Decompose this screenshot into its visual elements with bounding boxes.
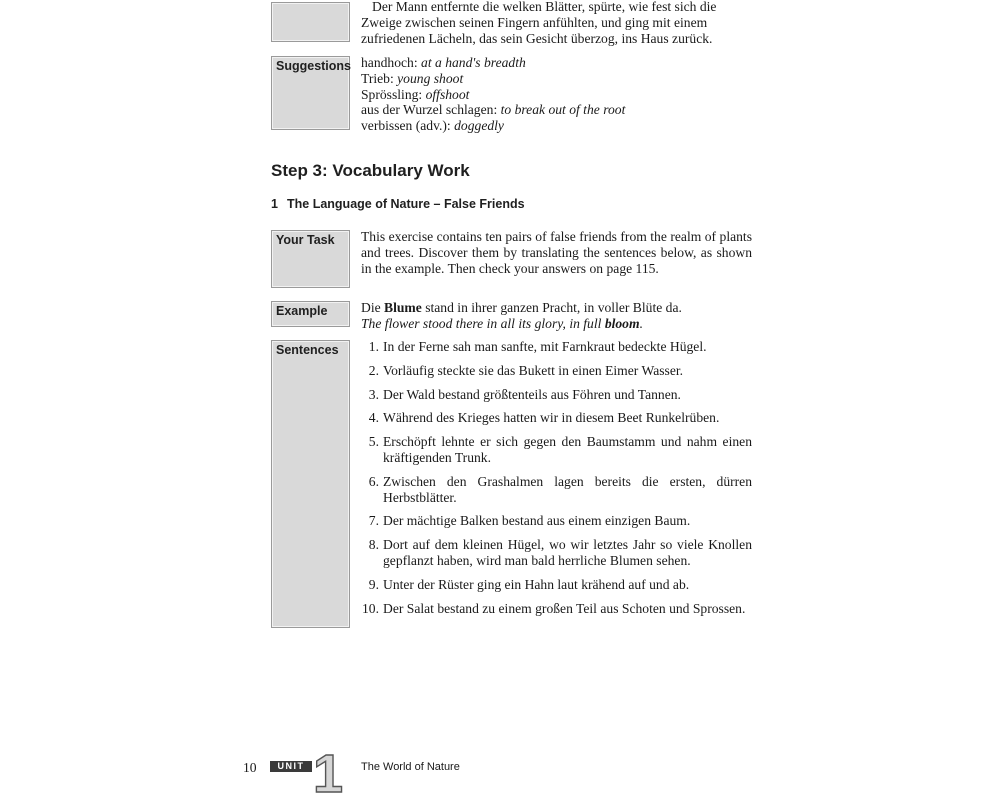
sentence-item: [361, 601, 752, 617]
intro-line: Der Mann entfernte die welken Blätter, spürte, wie fest sich die: [372, 0, 717, 14]
suggestion-item: [361, 87, 752, 103]
sentence-number: 5 .: [361, 434, 379, 450]
sentence-number: 7 .: [361, 513, 379, 529]
suggestions-label: Suggestions: [276, 59, 352, 73]
step-heading: Step 3: Vocabulary Work: [271, 161, 470, 180]
sentence-text: Zwischen den Grashalmen lagen bereits die ersten, dürren Herbstblätter.: [383, 473, 752, 505]
sentence-number: 3 .: [361, 387, 379, 403]
exercise-heading: [271, 197, 525, 211]
suggestion-translation: at a hand's breadth: [421, 55, 526, 70]
suggestion-term: handhoch:: [361, 55, 422, 70]
sentences-list: [361, 339, 752, 624]
sentence-item: [361, 410, 752, 426]
sentence-text: In der Ferne sah man sanfte, mit Farnkraut bedeckte Hügel.: [383, 339, 707, 354]
sentence-text: Vorläufig steckte sie das Bukett in einen Eimer Wasser.: [383, 362, 684, 378]
suggestion-item: [361, 102, 752, 118]
sentence-item: [361, 363, 752, 379]
intro-line: zufriedenen Lächeln, das sein Gesicht überzog, ins Haus zurück.: [361, 30, 713, 46]
sentence-text: Unter der Rüster ging ein Hahn laut krähend auf und ab.: [383, 576, 690, 592]
sentence-item: [361, 387, 752, 403]
intro-line: Zweige zwischen seinen Fingern anfühlten, und ging mit einem: [361, 14, 708, 30]
sentence-number: 10 .: [361, 601, 379, 617]
suggestion-term: Trieb:: [361, 70, 398, 86]
page-number: 10: [243, 760, 257, 775]
example-english-pre: The flower stood there in all its glory, in full: [361, 315, 605, 331]
intro-side-box: [271, 2, 350, 42]
intro-paragraph: [361, 0, 752, 46]
sentence-item: [361, 339, 752, 355]
suggestion-item: [361, 118, 752, 134]
sentence-text: Dort auf dem kleinen Hügel, wo wir letztes Jahr so viele Knollen gepflanzt haben, wird man bald herrliche Blumen sehen.: [383, 537, 752, 568]
example-german-pre: Die: [361, 300, 385, 315]
your-task-text: This exercise contains ten pairs of false friends from the realm of plants and trees. Discover them by translating the sentences below, as shown in the example. Then check your answers on page 115.: [361, 229, 752, 276]
your-task-label: Your Task: [276, 233, 335, 247]
example-english-keyword: bloom: [604, 315, 640, 331]
sentences-box: [271, 340, 350, 628]
exercise-number: 1: [271, 197, 278, 211]
suggestion-term: aus der Wurzel schlagen:: [361, 102, 501, 118]
example-german-post: stand in ihrer ganzen Pracht, in voller Blüte da.: [421, 300, 682, 315]
suggestion-translation: young shoot: [397, 70, 464, 86]
example-german: [361, 300, 752, 316]
suggestion-item: [361, 71, 752, 87]
sentence-number: 9 .: [361, 577, 379, 593]
suggestions-box: [271, 56, 350, 130]
sentence-text: Der mächtige Balken bestand aus einem einzigen Baum.: [383, 513, 691, 529]
example-text: [361, 300, 752, 332]
sentence-item: [361, 537, 752, 569]
sentence-item: [361, 577, 752, 593]
sentence-text: Erschöpft lehnte er sich gegen den Baumstamm und nahm einen kräftigenden Trunk.: [383, 434, 752, 465]
sentence-text: Während des Krieges hatten wir in diesem Beet Runkelrüben.: [383, 410, 720, 426]
suggestion-translation: to break out of the root: [500, 102, 626, 118]
your-task-box: [271, 230, 350, 288]
sentence-number: 1 .: [361, 339, 379, 355]
suggestion-item: [361, 55, 752, 71]
suggestion-translation: doggedly: [454, 118, 504, 134]
example-german-keyword: Blume: [384, 300, 422, 315]
example-english-post: .: [639, 315, 643, 331]
sentence-item: [361, 474, 752, 506]
example-label: Example: [276, 304, 328, 318]
sentence-text: Der Salat bestand zu einem großen Teil aus Schoten und Sprossen.: [383, 600, 746, 616]
exercise-title: The Language of Nature – False Friends: [287, 197, 525, 211]
sentence-text: Der Wald bestand größtenteils aus Föhren und Tannen.: [383, 386, 681, 402]
example-english: [361, 316, 752, 332]
sentence-item: [361, 434, 752, 466]
sentence-number: 8 .: [361, 537, 379, 553]
sentence-number: 6 .: [361, 474, 379, 490]
unit-number: 1: [313, 744, 344, 804]
suggestion-term: verbissen (adv.):: [361, 118, 455, 134]
unit-tag: UNIT: [270, 761, 312, 772]
running-footer-title: The World of Nature: [361, 761, 460, 773]
sentence-number: 2 .: [361, 363, 379, 379]
suggestion-translation: offshoot: [425, 86, 470, 102]
example-box: [271, 301, 350, 327]
sentence-number: 4 .: [361, 410, 379, 426]
suggestions-list: [361, 55, 752, 134]
sentence-item: [361, 513, 752, 529]
sentences-label: Sentences: [276, 343, 339, 357]
suggestion-term: Sprössling:: [361, 86, 426, 102]
